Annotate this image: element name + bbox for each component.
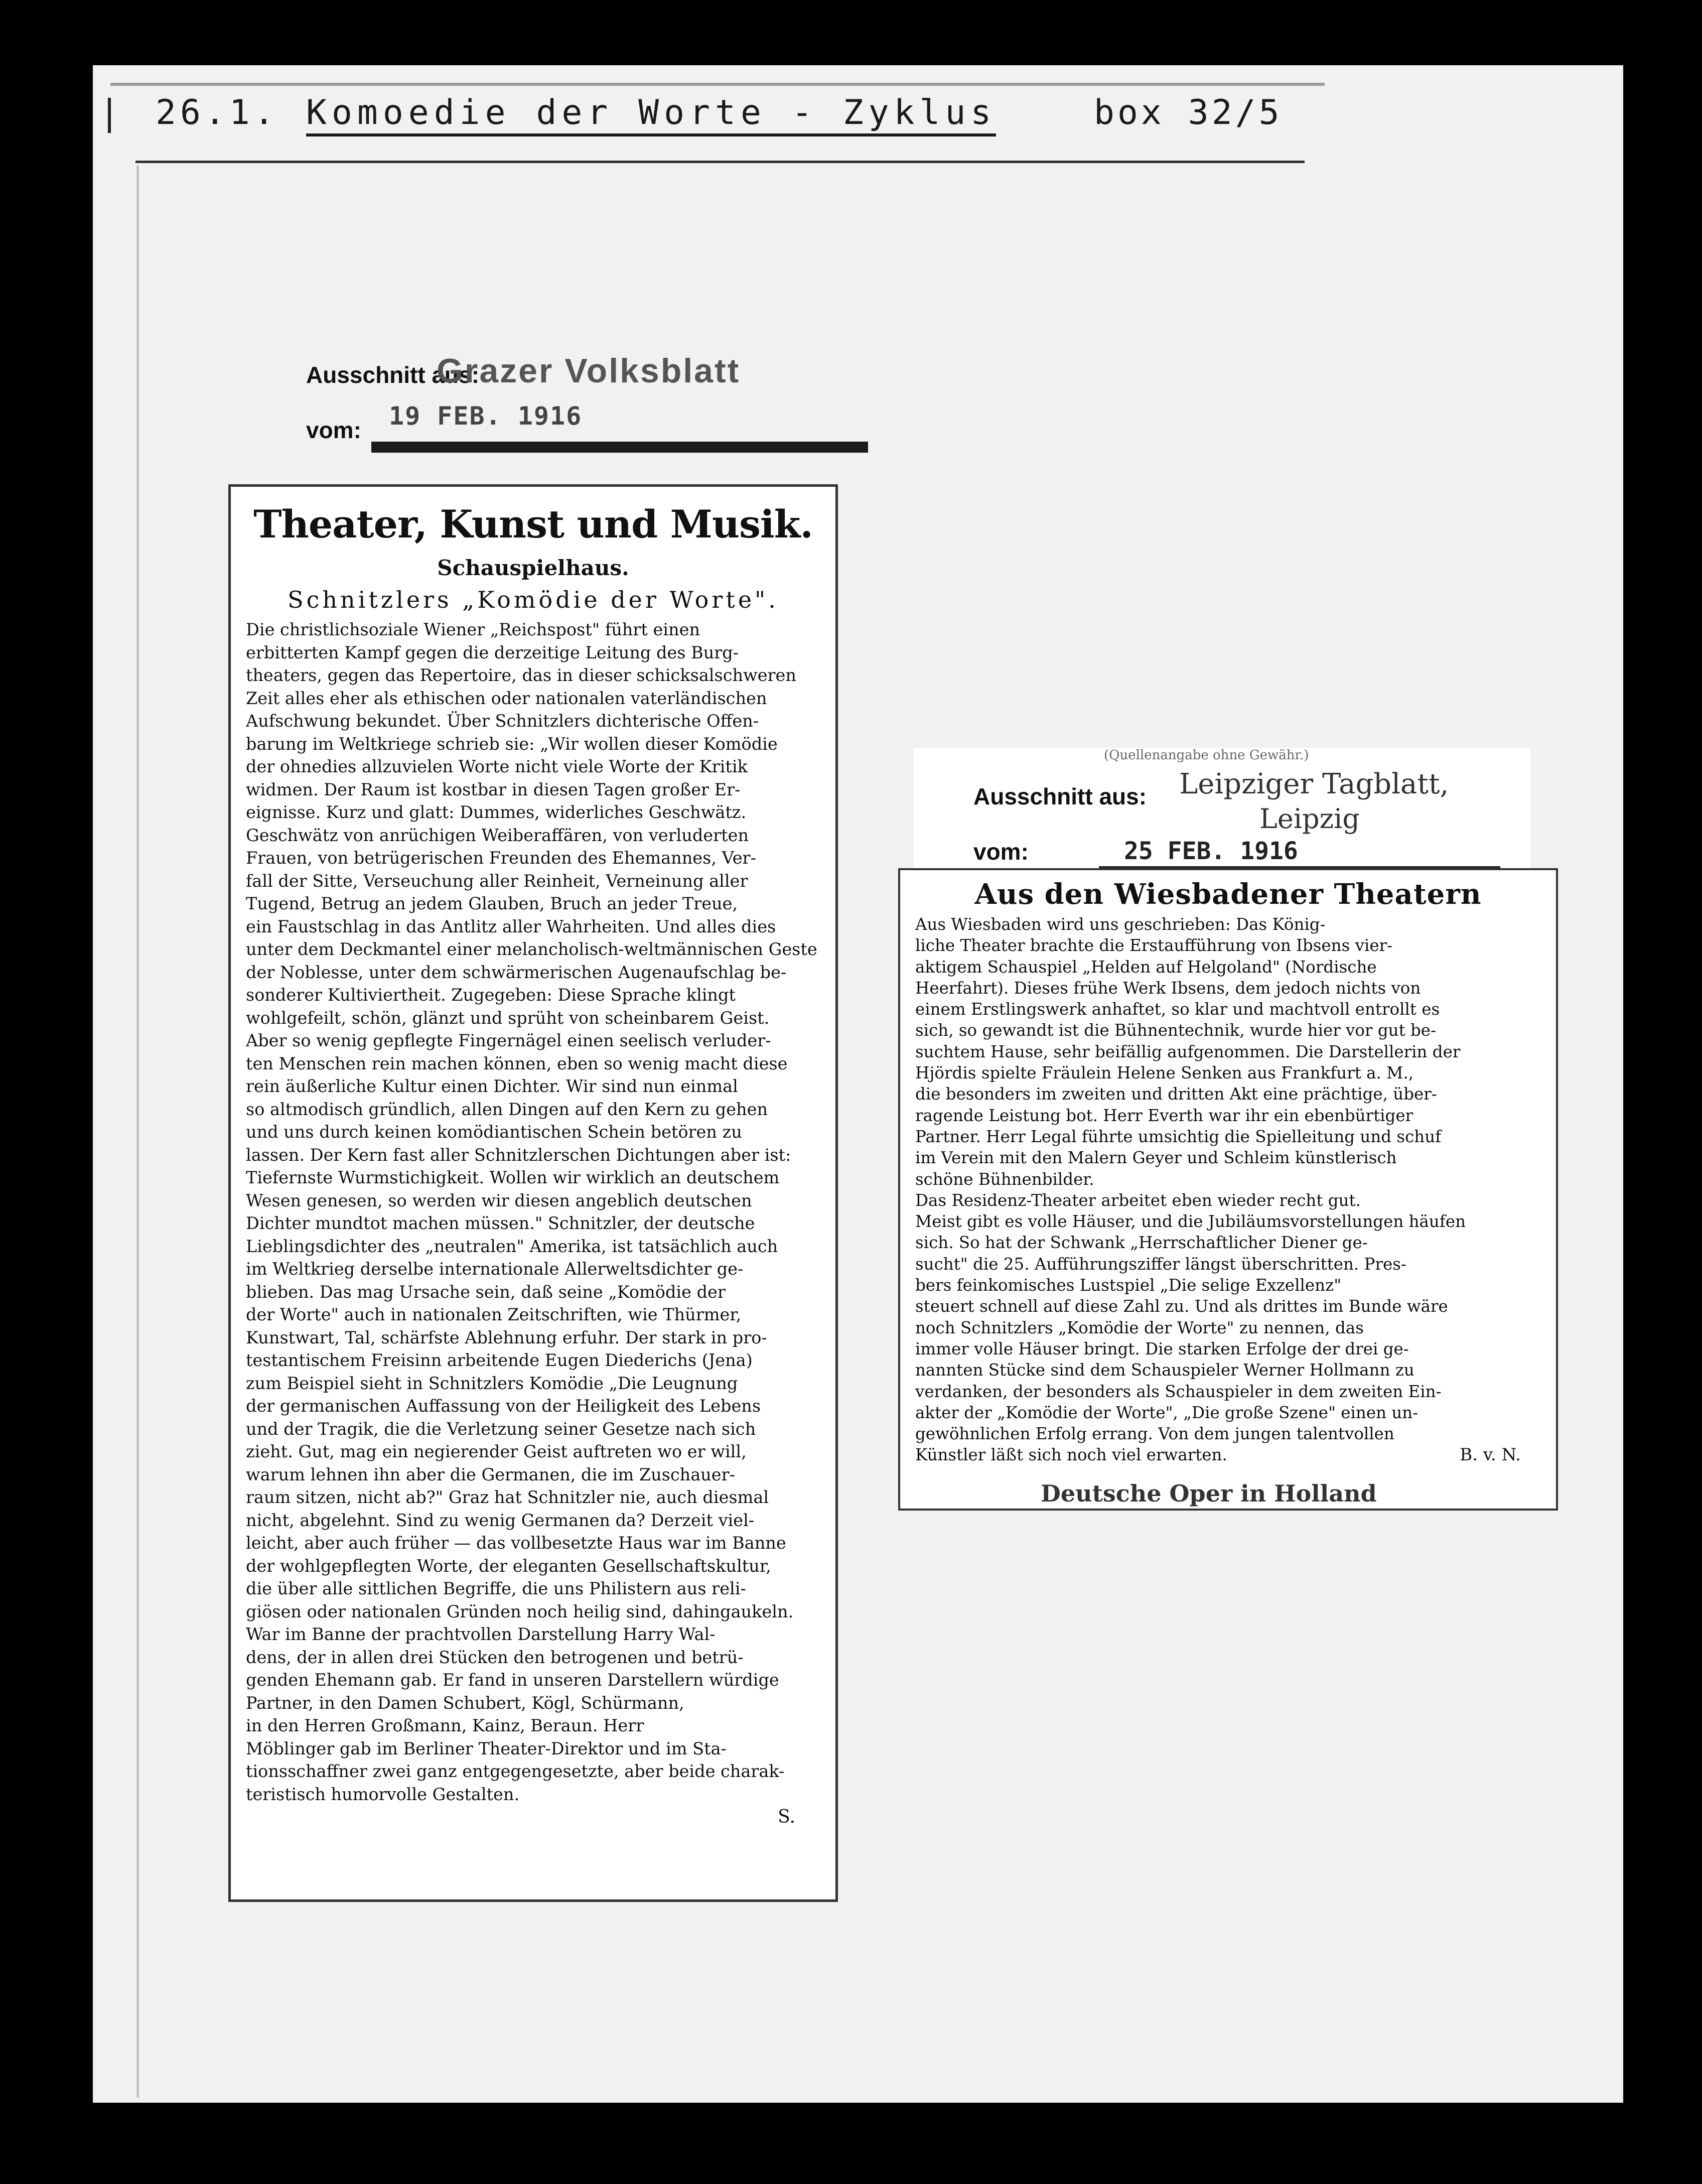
article-line: der wohlgepflegten Worte, der eleganten Gesellschaftskultur,	[246, 1556, 771, 1576]
header-top-rule	[110, 83, 1325, 86]
article-line: blieben. Das mag Ursache sein, daß seine „Komödie der	[246, 1282, 726, 1302]
article-line: dens, der in allen drei Stücken den betrogenen und betrü-	[246, 1647, 744, 1667]
left-margin-rule	[136, 166, 139, 2098]
article-line: und uns durch keinen komödiantischen Schein betören zu	[246, 1122, 742, 1142]
article-line: sonderer Kultiviertheit. Zugegeben: Diese Sprache klingt	[246, 985, 736, 1005]
article-line: testantischem Freisinn arbeitende Eugen Diederichs (Jena)	[246, 1350, 753, 1370]
clipping1-label	[306, 351, 833, 452]
article-line: Möblinger gab im Berliner Theater-Direktor und im Sta-	[246, 1738, 727, 1758]
article-line: tionsschaffner zwei ganz entgegengesetzte, aber beide charak-	[246, 1761, 785, 1781]
article-line: sich, so gewandt ist die Bühnentechnik, wurde hier vor gut be-	[915, 1021, 1437, 1040]
article-line: der Worte" auch in nationalen Zeitschriften, wie Thürmer,	[246, 1305, 742, 1324]
article-line: erbitterten Kampf gegen die derzeitige Leitung des Burg-	[246, 642, 739, 662]
article-line: Kunstwart, Tal, schärfste Ablehnung erfuhr. Der stark in pro-	[246, 1327, 767, 1347]
article-line: Die christlichsoziale Wiener „Reichspost" führt einen	[246, 620, 700, 639]
clipping2-label	[913, 748, 1530, 888]
clipping1-source: Grazer Volksblatt	[437, 352, 741, 390]
article-line: Partner. Herr Legal führte umsichtig die Spielleitung und schuf	[915, 1127, 1442, 1146]
article-line: ten Menschen rein machen können, eben so wenig macht diese	[246, 1053, 788, 1073]
article-line: akter der „Komödie der Worte", „Die große Szene" einen un-	[915, 1403, 1419, 1422]
article-line: rein äußerliche Kultur einen Dichter. Wir sind nun einmal	[246, 1076, 738, 1096]
article-line: liche Theater brachte die Erstaufführung von Ibsens vier-	[915, 936, 1393, 956]
article-line: fall der Sitte, Verseuchung aller Reinheit, Verneinung aller	[246, 871, 748, 891]
clipping2-ausschnitt-label: Ausschnitt aus:	[973, 783, 1147, 809]
clipping2-vom-label: vom:	[973, 839, 1029, 865]
article-line: widmen. Der Raum ist kostbar in diesen Tagen großer Er-	[246, 779, 741, 799]
clipping1-body	[246, 618, 820, 1806]
article-line: teristisch humorvolle Gestalten.	[246, 1784, 520, 1804]
header-code: 26.1.	[156, 93, 278, 132]
article-line: zum Beispiel sieht in Schnitzlers Komödie „Die Leugnung	[246, 1373, 738, 1393]
clipping1-subhead: Schnitzlers „Komödie der Worte".	[288, 586, 779, 613]
article-line: einem Erstlingswerk anhaftet, so klar und machtvoll entrollt es	[915, 1000, 1440, 1019]
clipping2-article	[898, 868, 1558, 1511]
clipping2-next-heading: Deutsche Oper in Holland	[1041, 1479, 1377, 1507]
article-line: bers feinkomisches Lustspiel „Die selige Exzellenz"	[915, 1276, 1342, 1295]
article-line: Partner, in den Damen Schubert, Kögl, Schürmann,	[246, 1693, 684, 1713]
clipping2-signature: B. v. N.	[1460, 1444, 1521, 1465]
article-line: warum lehnen ihn aber die Germanen, die im Zuschauer-	[246, 1464, 735, 1484]
article-line: die besonders im zweiten und dritten Akt eine prächtige, über-	[915, 1084, 1437, 1104]
article-line: genden Ehemann gab. Er fand in unseren Darstellern würdige	[246, 1670, 779, 1690]
article-line: Meist gibt es volle Häuser, und die Jubiläumsvorstellungen häufen	[915, 1212, 1466, 1232]
clipping1-heading: Theater, Kunst und Musik.	[253, 502, 813, 547]
article-line: der Noblesse, unter dem schwärmerischen Augenaufschlag be-	[246, 962, 787, 982]
article-line: schöne Bühnenbilder.	[915, 1169, 1094, 1189]
header-box-number: box 32/5	[1094, 93, 1283, 132]
archive-header	[156, 93, 1335, 138]
clipping1-vom-label: vom:	[306, 417, 361, 443]
article-line: theaters, gegen das Repertoire, das in dieser schicksalschweren	[246, 665, 796, 685]
clipping2-source: Leipziger Tagblatt,	[1179, 768, 1449, 800]
article-line: zieht. Gut, mag ein negierender Geist auftreten wo er will,	[246, 1442, 747, 1461]
article-line: Geschwätz von anrüchigen Weiberaffären, von verluderten	[246, 825, 749, 845]
article-line: Lieblingsdichter des „neutralen" Amerika, ist tatsächlich auch	[246, 1236, 778, 1256]
clipping2-body	[915, 914, 1541, 1466]
article-line: und der Tragik, die die Verletzung seiner Gesetze nach sich	[246, 1419, 756, 1439]
article-line: barung im Weltkriege schrieb sie: „Wir wollen dieser Komödie	[246, 734, 778, 754]
article-line: eignisse. Kurz und glatt: Dummes, widerliches Geschwätz.	[246, 802, 747, 822]
article-line: suchtem Hause, sehr beifällig aufgenommen. Die Darstellerin der	[915, 1042, 1461, 1061]
article-line: Aufschwung bekundet. Über Schnitzlers dichterische Offen-	[246, 711, 759, 731]
article-line: verdanken, der besonders als Schauspieler in dem zweiten Ein-	[915, 1382, 1442, 1401]
article-line: leicht, aber auch früher — das vollbesetzte Haus war im Banne	[246, 1533, 786, 1553]
clipping2-note: (Quellenangabe ohne Gewähr.)	[1104, 748, 1309, 763]
article-line: Aus Wiesbaden wird uns geschrieben: Das König-	[915, 915, 1326, 934]
header-corner-mark	[108, 98, 111, 133]
article-line: nicht, abgelehnt. Sind zu wenig Germanen da? Derzeit viel-	[246, 1510, 755, 1530]
article-line: noch Schnitzlers „Komödie der Worte" zu nennen, das	[915, 1318, 1364, 1337]
article-line: Tugend, Betrug an jedem Glauben, Bruch an jeder Treue,	[246, 894, 738, 913]
clipping1-label-bar	[371, 442, 868, 453]
article-line: wohlgefeilt, schön, glänzt und sprüht von scheinbarem Geist.	[246, 1008, 770, 1028]
article-line: Wesen genesen, so werden wir diesen angeblich deutschen	[246, 1190, 752, 1210]
clipping1-date: 19 FEB. 1916	[389, 401, 583, 431]
article-line: ragende Leistung bot. Herr Everth war ihr ein ebenbürtiger	[915, 1106, 1413, 1125]
clipping1-ausschnitt-label: Ausschnitt aus:	[306, 362, 480, 388]
article-line: giösen oder nationalen Gründen noch heilig sind, dahingaukeln.	[246, 1601, 794, 1621]
article-line: immer volle Häuser bringt. Die starken Erfolge der drei ge-	[915, 1339, 1409, 1358]
article-line: Das Residenz-Theater arbeitet eben wieder recht gut.	[915, 1190, 1361, 1210]
article-line: im Verein mit den Malern Geyer und Schleim künstlerisch	[915, 1148, 1397, 1168]
article-line: Aber so wenig gepflegte Fingernägel einen seelisch verluder-	[246, 1031, 771, 1050]
article-line: Künstler läßt sich noch viel erwarten.	[915, 1445, 1227, 1465]
article-line: der germanischen Auffassung von der Heiligkeit des Lebens	[246, 1396, 761, 1416]
article-line: in den Herren Großmann, Kainz, Beraun. Herr	[246, 1716, 644, 1735]
article-line: aktigem Schauspiel „Helden auf Helgoland" (Nordische	[915, 957, 1377, 977]
article-line: die über alle sittlichen Begriffe, die uns Philistern aus reli-	[246, 1579, 746, 1598]
article-line: gewöhnlichen Erfolg errang. Von dem jungen talentvollen	[915, 1424, 1394, 1444]
article-line: Dichter mundtot machen müssen." Schnitzler, der deutsche	[246, 1213, 755, 1233]
header-title: Komoedie der Worte - Zyklus	[306, 93, 996, 136]
article-line: im Weltkrieg derselbe internationale Allerweltsdichter ge-	[246, 1259, 744, 1279]
article-line: nannten Stücke sind dem Schauspieler Werner Hollmann zu	[915, 1360, 1414, 1380]
article-line: ein Faustschlag in das Antlitz aller Wahrheiten. Und alles dies	[246, 916, 776, 936]
clipping1-section: Schauspielhaus.	[437, 556, 629, 580]
article-line: steuert schnell auf diese Zahl zu. Und als drittes im Bunde wäre	[915, 1297, 1448, 1316]
article-line: sich. So hat der Schwank „Herrschaftlicher Diener ge-	[915, 1233, 1368, 1253]
article-line: Tiefernste Wurmstichigkeit. Wollen wir wirklich an deutschem	[246, 1168, 780, 1187]
article-line: Frauen, von betrügerischen Freunden des Ehemannes, Ver-	[246, 848, 756, 868]
clipping2-date: 25 FEB. 1916	[1124, 837, 1298, 865]
article-line: Zeit alles eher als ethischen oder nationalen vaterländischen	[246, 688, 767, 708]
article-line: War im Banne der prachtvollen Darstellung Harry Wal-	[246, 1624, 716, 1644]
article-line: Hjördis spielte Fräulein Helene Senken aus Frankfurt a. M.,	[915, 1063, 1414, 1083]
article-line: sucht" die 25. Aufführungsziffer längst überschritten. Pres-	[915, 1254, 1406, 1274]
article-line: raum sitzen, nicht ab?" Graz hat Schnitzler nie, auch diesmal	[246, 1487, 769, 1507]
article-line: der ohnedies allzuvielen Worte nicht viele Worte der Kritik	[246, 757, 748, 776]
article-line: unter dem Deckmantel einer melancholisch-weltmännischen Geste	[246, 939, 817, 959]
article-line: so altmodisch gründlich, allen Dingen auf den Kern zu gehen	[246, 1099, 768, 1119]
clipping2-heading: Aus den Wiesbadener Theatern	[974, 878, 1482, 911]
clipping1-article	[228, 484, 838, 1902]
clipping2-source-city: Leipzig	[1259, 803, 1360, 835]
article-line: lassen. Der Kern fast aller Schnitzlerschen Dichtungen aber ist:	[246, 1145, 791, 1165]
clipping1-signature: S.	[778, 1807, 795, 1827]
header-bottom-rule	[135, 161, 1305, 163]
article-line: Heerfahrt). Dieses frühe Werk Ibsens, dem jedoch nichts von	[915, 978, 1421, 998]
